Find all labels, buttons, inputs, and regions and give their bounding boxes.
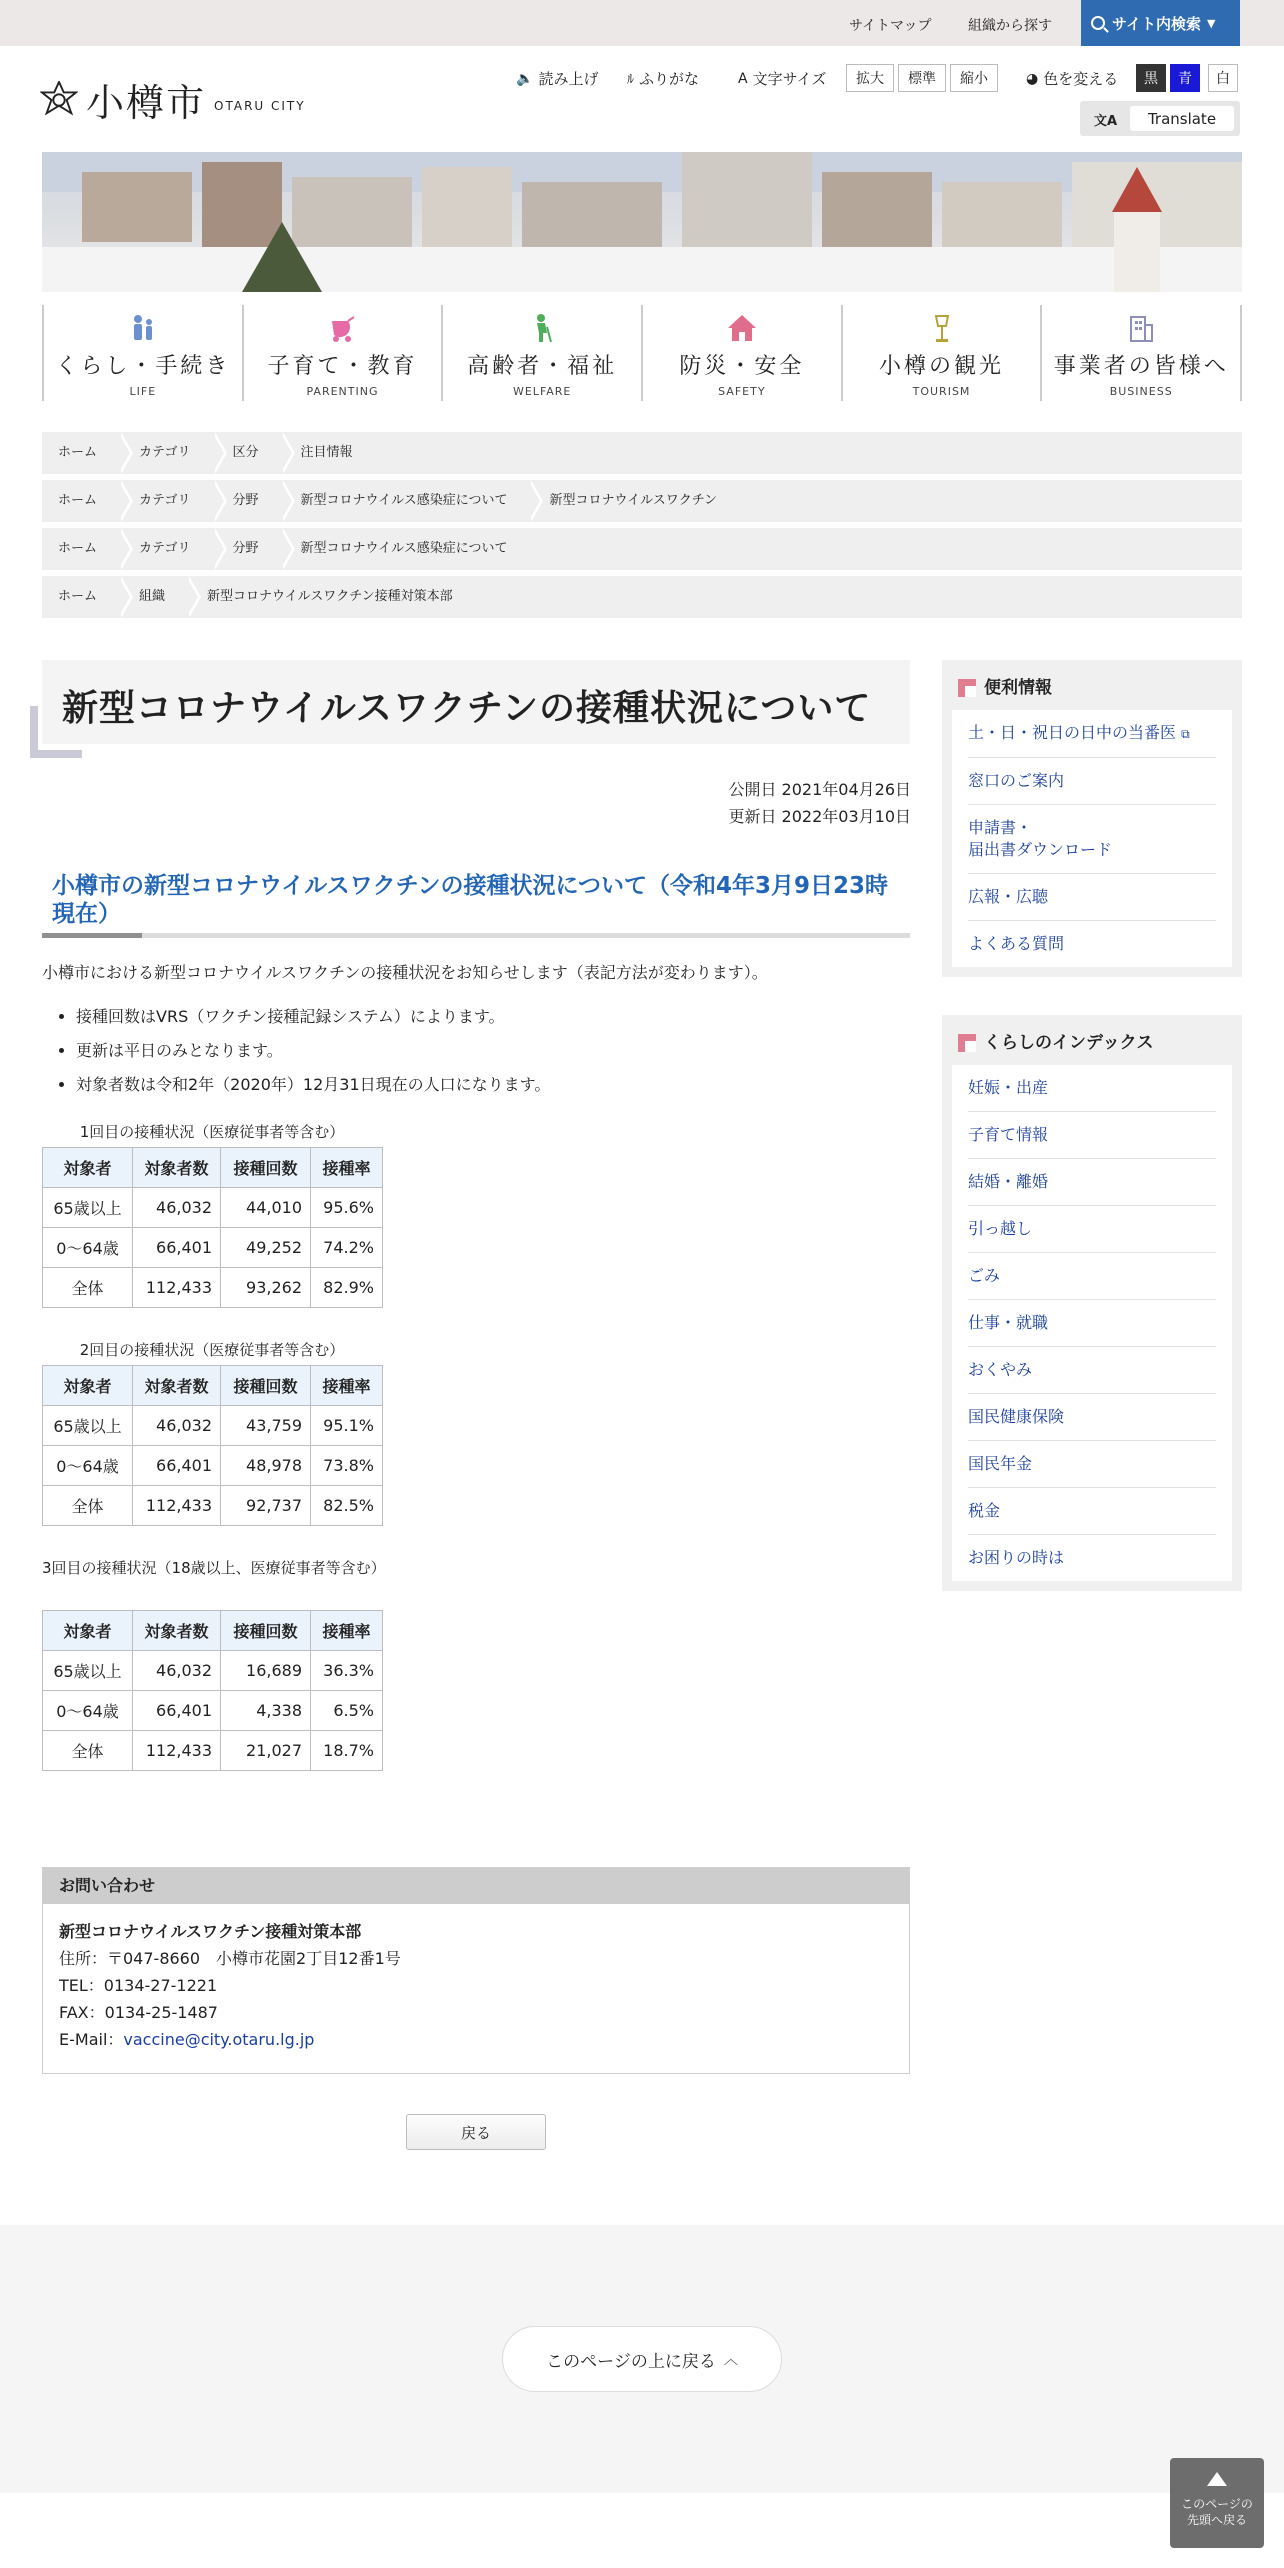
breadcrumb [42,528,1242,570]
contact-email-link[interactable]: vaccine@city.otaru.lg.jp [123,2030,315,2049]
font-size-icon: A [738,70,748,87]
global-navigation [42,305,1242,401]
sidebar-heading-label: 便利情報 [984,678,1052,698]
furigana-button[interactable] [627,68,699,89]
read-aloud-button[interactable] [516,68,598,89]
sidebar-heading [952,1025,1232,1061]
table-header-row [43,1611,383,1651]
breadcrumb [42,480,1242,522]
family-icon [128,313,158,343]
table-cell: 65歳以上 [43,1406,133,1446]
table-cell: 0～64歳 [43,1228,133,1268]
contact-org: 新型コロナウイルスワクチン接種対策本部 [59,1922,362,1941]
sidebar-link[interactable]: 国民年金 [968,1441,1216,1488]
table-header: 対象者数 [133,1148,221,1188]
sidebar-heading-label: くらしのインデックス [984,1033,1154,1053]
sidebar-link[interactable]: お困りの時は [968,1548,1065,1567]
sidebar-link-list [952,1065,1232,1581]
table-caption: 3回目の接種状況（18歳以上、医療従事者等含む） [42,1559,386,1577]
logo-english: OTARU CITY [214,98,306,113]
heading-marker-icon [958,679,976,697]
table-cell: 95.1% [311,1406,383,1446]
top-utility-bar [0,0,1284,46]
site-search-button[interactable] [1081,0,1240,46]
breadcrumb-link[interactable]: ホーム [42,480,123,522]
table-cell: 46,032 [133,1406,221,1446]
breadcrumb [42,432,1242,474]
back-button[interactable]: 戻る [406,2114,546,2150]
page-title: 新型コロナウイルスワクチンの接種状況について [62,688,872,729]
table-header: 対象者 [43,1148,133,1188]
furigana-label: ふりがな [639,70,700,88]
table-cell: 95.6% [311,1188,383,1228]
table-cell: 112,433 [133,1486,221,1526]
breadcrumb-link[interactable]: カテゴリ [123,480,216,522]
page-title-box [42,660,910,744]
read-aloud-label: 読み上げ [538,70,599,88]
contact-heading: お問い合わせ [43,1868,909,1904]
table-cell: 18.7% [311,1731,383,1771]
table-cell: 65歳以上 [43,1188,133,1228]
table-caption: 1回目の接種状況（医療従事者等含む） [79,1123,345,1141]
chevron-up-icon: ︿ [723,2352,738,2368]
elderly-icon [527,313,557,343]
sidebar-link-public-relations[interactable]: 広報・広聴 [968,874,1216,921]
table-cell: 66,401 [133,1446,221,1486]
table-row [43,1486,383,1526]
gnav-item-parenting[interactable] [242,305,442,401]
sidebar-link[interactable]: 子育て情報 [968,1112,1216,1159]
table-row [43,1228,383,1268]
header-banner-image [42,152,1242,292]
color-black-button[interactable]: 黒 [1136,64,1166,92]
table-cell: 36.3% [311,1651,383,1691]
gnav-safety-en: SAFETY [718,385,766,398]
caret-down-icon: ▼ [1206,16,1216,30]
breadcrumb-link[interactable]: ホーム [42,528,123,570]
breadcrumb-link[interactable]: 分野 [217,480,285,522]
translate-icon: 文A [1094,114,1118,129]
table-row [43,1446,383,1486]
logo-name: 小樽市 [86,81,207,125]
gnav-welfare-en: WELFARE [512,385,572,398]
sitemap-link[interactable]: サイトマップ [849,18,932,34]
breadcrumb [42,576,1242,618]
heading-marker-icon [958,1034,976,1052]
gnav-tourism-en: TOURISM [912,385,971,398]
contact-fax: FAX：0134-25-1487 [59,2003,218,2022]
external-link-icon: ⧉ [1181,727,1190,741]
translate-widget [1080,101,1240,136]
contact-email-row [59,2026,893,2053]
table-cell: 0～64歳 [43,1691,133,1731]
list-item: • 対象者数は令和2年（2020年）12月31日現在の人口になります。 [76,1075,550,1095]
breadcrumb-link[interactable]: 分野 [217,528,285,570]
gnav-parenting-en: PARENTING [306,385,379,398]
contact-email-label: E-Mail： [59,2030,124,2049]
table-cell: 0～64歳 [43,1446,133,1486]
table-header-row [43,1366,383,1406]
table-cell: 43,759 [221,1406,311,1446]
color-label-group [1026,68,1118,89]
speaker-icon: 🔈 [516,70,534,87]
sidebar-link[interactable]: おくやみ [968,1347,1216,1394]
contact-tel: TEL：0134-27-1221 [59,1976,218,1995]
translate-button[interactable]: Translate [1130,106,1234,131]
contact-address: 住所：〒047-8660 小樽市花園2丁目12番1号 [59,1949,401,1968]
table-row [43,1188,383,1228]
table-row [43,1268,383,1308]
sidebar-heading [952,670,1232,706]
table-cell: 48,978 [221,1446,311,1486]
breadcrumb-current: 新型コロナウイルスワクチン接種対策本部 [207,589,453,604]
breadcrumb-link[interactable]: カテゴリ [123,432,216,474]
font-shrink-button[interactable]: 縮小 [950,64,998,92]
gnav-life-label: くらし・手続き [55,354,231,379]
table-cell: 93,262 [221,1268,311,1308]
font-standard-button[interactable]: 標準 [898,64,946,92]
table-header: 接種回数 [221,1611,311,1651]
breadcrumb-current: 注目情報 [300,445,353,460]
list-item: • 接種回数はVRS（ワクチン接種記録システム）によります。 [76,1007,550,1027]
sidebar-link-faq[interactable]: よくある質問 [968,934,1065,953]
published-date: 公開日 2021年04月26日 [728,780,911,799]
sidebar-link-label: 土・日・祝日の日中の当番医 [968,723,1177,742]
city-emblem-icon [40,81,78,119]
section-heading-underline [42,933,910,938]
furigana-icon: ﾙ [627,71,634,88]
table-cell: 66,401 [133,1228,221,1268]
font-enlarge-button[interactable]: 拡大 [846,64,894,92]
section-heading: 小樽市の新型コロナウイルスワクチンの接種状況について（令和4年3月9日23時現在） [52,873,889,927]
table-row [43,1406,383,1446]
sidebar-link-holiday-doctor[interactable] [968,710,1216,758]
org-search-link[interactable]: 組織から探す [968,18,1052,34]
sidebar-link[interactable]: 仕事・就職 [968,1300,1216,1347]
gnav-item-welfare[interactable] [441,305,641,401]
float-top-label-2: 先頭へ戻る [1186,2513,1247,2527]
color-blue-button[interactable]: 青 [1170,64,1200,92]
sidebar-link-forms-download[interactable]: 申請書・ 届出書ダウンロード [968,805,1216,874]
table-cell: 92,737 [221,1486,311,1526]
list-item: • 更新は平日のみとなります。 [76,1041,550,1061]
gnav-item-tourism[interactable] [841,305,1041,401]
table-cell: 112,433 [133,1731,221,1771]
gnav-item-life[interactable] [42,305,242,401]
gnav-business-en: BUSINESS [1109,385,1173,398]
breadcrumb-link[interactable]: 組織 [123,576,191,618]
table-caption: 2回目の接種状況（医療従事者等含む） [79,1341,345,1359]
floating-back-to-top-button[interactable] [1170,2458,1264,2548]
gnav-tourism-label: 小樽の観光 [879,354,1005,379]
sidebar-life-index [942,1015,1242,1591]
breadcrumb-current: 新型コロナウイルスワクチン [549,493,718,508]
gnav-item-business[interactable] [1040,305,1242,401]
table-cell: 21,027 [221,1731,311,1771]
table-cell: 66,401 [133,1691,221,1731]
breadcrumb-link[interactable]: ホーム [42,576,123,618]
sidebar-link[interactable]: 結婚・離婚 [968,1159,1216,1206]
table-cell: 46,032 [133,1651,221,1691]
font-size-label-group [738,68,826,89]
search-icon [1091,16,1105,30]
lamp-icon [927,313,957,343]
gnav-item-safety[interactable] [641,305,841,401]
table-header: 接種回数 [221,1366,311,1406]
table-header: 接種率 [311,1366,383,1406]
breadcrumb-link[interactable]: 新型コロナウイルス感染症について [285,480,534,522]
gnav-welfare-label: 高齢者・福祉 [467,354,618,379]
breadcrumb-current: 新型コロナウイルス感染症について [300,541,508,556]
vaccination-table-dose1 [42,1147,383,1308]
palette-icon: ◕ [1026,70,1039,87]
house-icon [727,313,757,343]
gnav-life-en: LIFE [129,385,157,398]
gnav-parenting-label: 子育て・教育 [267,354,418,379]
table-cell: 全体 [43,1268,133,1308]
table-header: 対象者数 [133,1611,221,1651]
table-header-row [43,1148,383,1188]
page-dates [728,776,911,830]
table-cell: 74.2% [311,1228,383,1268]
site-logo[interactable] [40,72,306,127]
updated-date: 更新日 2022年03月10日 [728,807,911,826]
sidebar-link[interactable]: 税金 [968,1488,1216,1535]
vaccination-table-dose3 [42,1610,383,1771]
breadcrumb-link[interactable]: 区分 [217,432,285,474]
table-cell: 82.9% [311,1268,383,1308]
site-search-label: サイト内検索 [1112,14,1201,33]
sidebar-link[interactable]: 妊娠・出産 [968,1065,1216,1112]
arrow-up-icon [1207,2472,1227,2486]
font-size-label: 文字サイズ [752,70,827,88]
table-cell: 4,338 [221,1691,311,1731]
breadcrumb-link[interactable]: ホーム [42,432,123,474]
breadcrumb-link[interactable]: カテゴリ [123,528,216,570]
building-icon [1126,313,1156,343]
table-cell: 6.5% [311,1691,383,1731]
change-color-label: 色を変える [1043,70,1119,88]
page-top-label: このページの上に戻る [546,2351,716,2372]
table-cell: 46,032 [133,1188,221,1228]
table-header: 対象者 [43,1366,133,1406]
table-cell: 全体 [43,1486,133,1526]
vaccination-table-dose2 [42,1365,383,1526]
table-cell: 44,010 [221,1188,311,1228]
gnav-safety-label: 防災・安全 [679,354,805,379]
contact-box [42,1867,910,2074]
table-cell: 82.5% [311,1486,383,1526]
notes-list [76,1007,550,1109]
sidebar-link[interactable]: 国民健康保険 [968,1394,1216,1441]
table-header: 対象者 [43,1611,133,1651]
table-row [43,1691,383,1731]
sidebar-useful-info [942,660,1242,977]
table-cell: 全体 [43,1731,133,1771]
table-header: 接種率 [311,1611,383,1651]
sidebar-link[interactable]: ごみ [968,1253,1216,1300]
table-cell: 16,689 [221,1651,311,1691]
table-cell: 73.8% [311,1446,383,1486]
table-cell: 112,433 [133,1268,221,1308]
sidebar-link-counter-guide[interactable]: 窓口のご案内 [968,758,1216,805]
table-row [43,1651,383,1691]
table-header: 接種率 [311,1148,383,1188]
table-header: 接種回数 [221,1148,311,1188]
table-cell: 65歳以上 [43,1651,133,1691]
sidebar-link-list [952,710,1232,967]
table-cell: 49,252 [221,1228,311,1268]
gnav-business-label: 事業者の皆様へ [1053,354,1229,379]
page-top-button[interactable] [502,2326,782,2392]
intro-text: 小樽市における新型コロナウイルスワクチンの接種状況をお知らせします（表記方法が変わります）。 [42,963,768,982]
table-header: 対象者数 [133,1366,221,1406]
color-white-button[interactable]: 白 [1208,64,1238,92]
stroller-icon [328,313,358,343]
table-row [43,1731,383,1771]
float-top-label-1: このページの [1181,2497,1253,2511]
sidebar-link[interactable]: 引っ越し [968,1206,1216,1253]
